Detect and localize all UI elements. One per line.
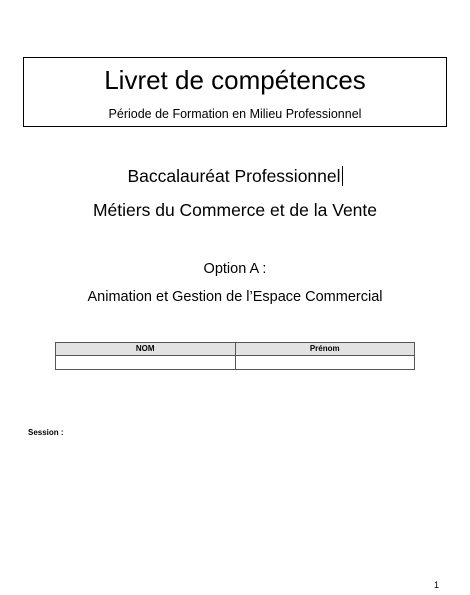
page-number: 1	[434, 580, 440, 590]
nom-cell[interactable]	[56, 356, 236, 370]
identity-table-header-row	[56, 343, 415, 356]
session-label: Session :	[28, 428, 64, 437]
option-label: Option A :	[203, 261, 267, 277]
column-header-prenom: Prénom	[235, 343, 415, 356]
document-subtitle: Période de Formation en Milieu Professionnel	[108, 107, 362, 121]
table-row	[56, 356, 415, 370]
prenom-cell[interactable]	[235, 356, 415, 370]
diploma-line-1-text: Baccalauréat Professionnel	[127, 166, 341, 186]
text-cursor	[342, 166, 343, 186]
diploma-line-2: Métiers du Commerce et de la Vente	[92, 200, 378, 220]
document-title: Livret de compétences	[104, 65, 366, 95]
column-header-nom: NOM	[56, 343, 236, 356]
diploma-line-1	[0, 165, 470, 187]
title-box	[23, 57, 447, 127]
identity-table	[55, 342, 415, 370]
option-name: Animation et Gestion de l’Espace Commercial	[87, 289, 383, 305]
